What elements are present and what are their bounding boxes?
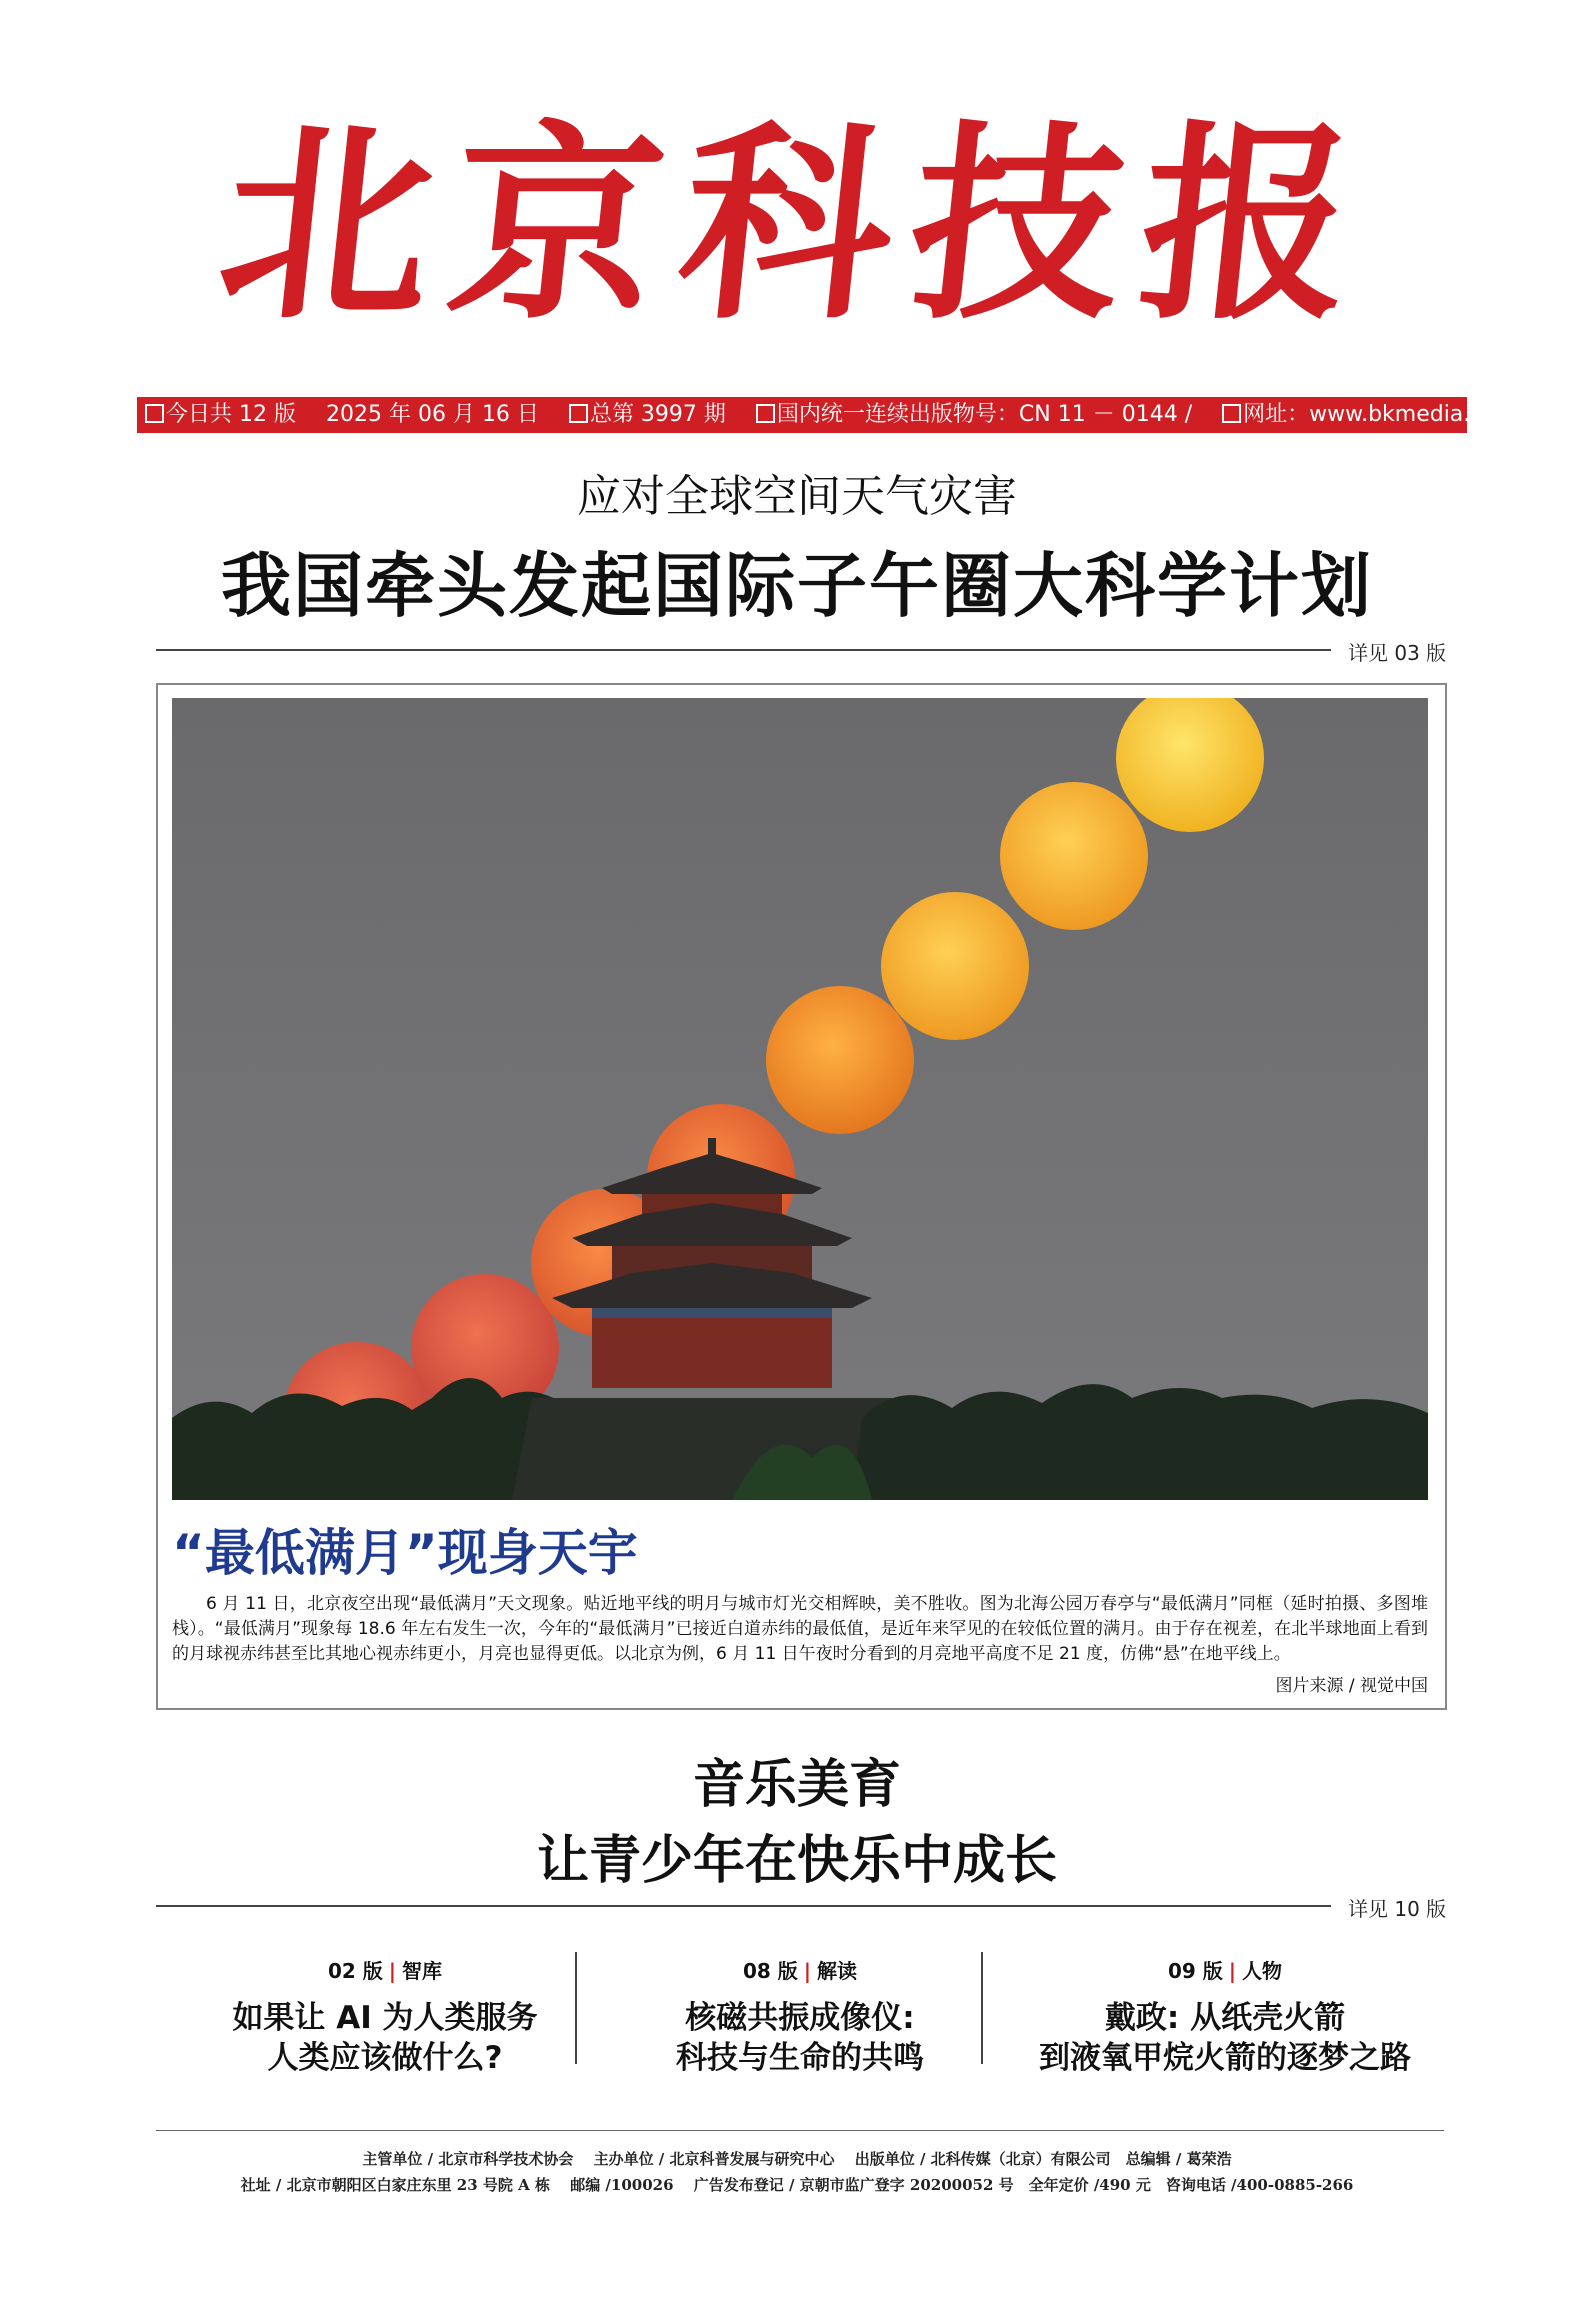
footer-line2: 社址 / 北京市朝阳区白家庄东里 23 号院 A 栋 邮编 /100026 广告发布登记 / 京朝市监广登字 20200052 号 全年定价 /490 元 咨询电话 /400-0885-266 [240,2176,1354,2194]
column-title: 如果让 AI 为人类服务 人类应该做什么? [232,2000,538,2076]
column-tag: 09 版 | 人物 [1167,1959,1283,1983]
masthead-title: 北京科技报 [209,101,1386,348]
lead-see-ref: 详见 03 版 [1348,641,1447,665]
column-divider [981,1952,983,2064]
column-divider [575,1952,577,2064]
info-item: 今日共 12 版 [137,397,296,433]
column-tag: 02 版 | 智库 [327,1959,443,1983]
column-title: 核磁共振成像仪: 科技与生命的共鸣 [676,2000,924,2076]
divider [156,1905,1331,1907]
second-headline-line1: 音乐美育 [692,1755,901,1815]
divider [156,2130,1444,2131]
column-title: 戴政: 从纸壳火箭 到液氧甲烷火箭的逐梦之路 [1039,2000,1411,2076]
divider [156,649,1331,651]
info-item: 总第 3997 期 [561,397,726,433]
lead-kicker: 应对全球空间天气灾害 [577,471,1017,522]
info-item: 2025 年 06 月 16 日 [325,402,539,427]
column-tag: 08 版 | 解读 [742,1959,858,1983]
issue-info-bar [137,397,1497,433]
info-item: 国内统一连续出版物号：CN 11 － 0144 / [748,397,1192,433]
column-teaser[interactable] [595,1955,1005,2078]
moon-photo [172,698,1428,1500]
info-item: 网址：www.bkmedia.cn [1214,397,1496,433]
lead-headline: 我国牵头发起国际子午圈大科学计划 [221,545,1373,627]
footer-line1: 主管单位 / 北京市科学技术协会 主办单位 / 北京科普发展与研究中心 出版单位 / 北科传媒（北京）有限公司 总编辑 / 葛荣浩 [362,2150,1232,2168]
masthead [0,101,1594,348]
photo-credit: 图片来源 / 视觉中国 [1275,1676,1428,1696]
column-teaser[interactable] [180,1955,590,2078]
column-teaser[interactable] [1010,1955,1440,2078]
photo-caption-title: “最低满月”现身天宇 [172,1524,638,1582]
second-headline-line2: 让青少年在快乐中成长 [536,1831,1057,1891]
moon-photo-illustration [172,698,1428,1500]
second-see-ref: 详见 10 版 [1348,1897,1447,1921]
photo-caption-body: 6 月 11 日，北京夜空出现“最低满月”天文现象。贴近地平线的明月与城市灯光交相辉映，美不胜收。图为北海公园万春亭与“最低满月”同框（延时拍摄、多图堆栈）。“最低满月”现象每 18.6 年左右发生一次，今年的“最低满月”已接近白道赤纬的最低值，是近年来罕见的在较低位置的满月。由于存在视差，在北半球地面上看到的月球视赤纬甚至比其地心视赤纬更小，月亮也显得更低。以北京为例，6 月 11 日午夜时分看到的月亮地平高度不足 21 度，仿佛“悬”在地平线上。 [172,1594,1428,1664]
